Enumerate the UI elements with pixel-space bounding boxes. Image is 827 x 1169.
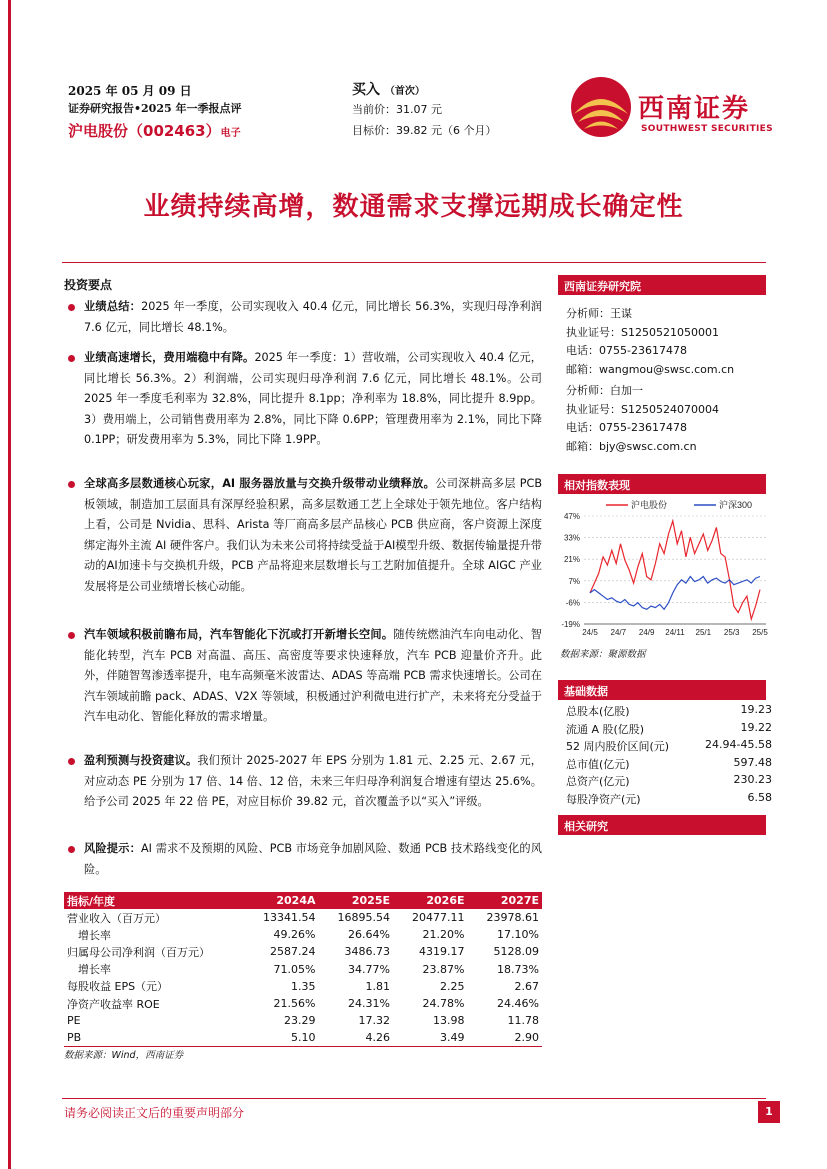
paragraph-head: 汽车领域积极前瞻布局，汽车智能化下沉或打开新增长空间。 <box>84 628 394 641</box>
row-label: 每股收益 EPS（元） <box>67 980 169 994</box>
table-cell: 2587.24 <box>270 945 316 959</box>
basic-data-value: 24.94-45.58 <box>705 738 772 751</box>
basic-data-row <box>566 756 772 774</box>
x-tick-label: 25/1 <box>695 628 712 637</box>
analyst-name: 分析师：王谋 <box>566 307 632 320</box>
relative-performance-chart <box>558 496 770 642</box>
sector-label: 电子 <box>220 128 241 139</box>
basic-data-value: 19.22 <box>740 720 772 734</box>
basic-data-row <box>566 721 772 739</box>
table-cell: 71.05% <box>273 962 316 976</box>
report-type: 证券研究报告•2025 年一季报点评 <box>68 102 242 115</box>
paragraph-datacom <box>84 474 542 598</box>
table-cell: 23.29 <box>284 1014 316 1028</box>
paragraph-auto <box>84 625 542 728</box>
y-tick-label: -19% <box>561 620 580 629</box>
table-cell: 20477.11 <box>412 911 465 925</box>
analyst-email[interactable]: 邮箱：wangmou@swsc.com.cn <box>566 362 735 376</box>
section-heading: 投资要点 <box>64 278 113 292</box>
bullet-icon <box>68 758 75 765</box>
basic-data-label: 52 周内股价区间(元) <box>566 740 670 753</box>
table-header-cell: 2025E <box>319 892 394 909</box>
basic-data-label: 总市值(亿元) <box>566 757 630 771</box>
paragraph-body: 我们预计 2025-2027 年 EPS 分别为 1.81 元、2.25 元、2.67 元，对应动态 PE 分别为 17 倍、14 倍、12 倍，未来三年归母净利润复合增速有望达 25.6%。给予公司 2025 年 22 倍 PE，对应目标价 39.82 元，首次覆盖予以“买入”评级。 <box>84 754 542 809</box>
logo-cn-text: 西南证券 <box>638 94 751 124</box>
table-header-cell: 2027E <box>468 892 543 909</box>
table-cell: 21.20% <box>422 928 465 942</box>
analyst-cert: 执业证号：S1250521050001 <box>566 325 719 339</box>
basic-data-row <box>566 791 772 809</box>
table-header-cell: 指标/年度 <box>64 892 244 909</box>
analyst-email[interactable]: 邮箱：bjy@swsc.com.cn <box>566 439 697 453</box>
y-tick-label: 47% <box>563 512 580 521</box>
logo-en-text: SOUTHWEST SECURITIES <box>641 124 773 134</box>
table-cell: 17.10% <box>497 928 539 942</box>
rating-value: 买入 <box>352 82 380 98</box>
paragraph-forecast <box>84 751 542 813</box>
basic-data-value: 230.23 <box>733 773 772 786</box>
left-edge-rule <box>8 0 11 1169</box>
table-cell: 1.81 <box>365 979 390 993</box>
row-label: 净资产收益率 ROE <box>67 997 160 1011</box>
table-cell: 16895.54 <box>337 911 390 925</box>
legend-label: 沪电股份 <box>631 500 668 510</box>
table-row <box>64 1029 542 1046</box>
bullet-icon <box>68 846 75 853</box>
table-cell: 21.56% <box>273 997 316 1011</box>
table-row <box>64 909 542 926</box>
y-tick-label: 7% <box>568 576 580 586</box>
paragraph-summary <box>84 297 542 338</box>
table-row <box>64 961 542 978</box>
table-row <box>64 926 542 943</box>
x-tick-label: 25/3 <box>723 628 740 637</box>
paragraph-body: 2025 年一季度，公司实现收入 40.4 亿元，同比增长 56.3%，实现归母净利润 7.6 亿元，同比增长 48.1%。 <box>84 300 542 334</box>
paragraph-head: 业绩总结： <box>84 300 142 313</box>
table-source: 数据来源：Wind，西南证券 <box>64 1050 184 1061</box>
table-cell: 17.32 <box>358 1014 390 1028</box>
table-row <box>64 995 542 1012</box>
basic-data-header: 基础数据 <box>558 680 766 700</box>
analyst-name: 分析师：白加一 <box>566 384 643 397</box>
paragraph-body: AI 需求不及预期的风险、PCB 市场竞争加剧风险、数通 PCB 技术路线变化的风险。 <box>84 842 542 876</box>
chart-source: 数据来源：聚源数据 <box>560 649 646 660</box>
table-header-cell: 2024A <box>244 892 319 909</box>
chart-header: 相对指数表现 <box>558 474 766 494</box>
stock-name-text: 沪电股份（002463） <box>68 122 221 140</box>
basic-data-value: 6.58 <box>747 790 772 804</box>
x-tick-label: 24/7 <box>610 628 627 637</box>
basic-data-label: 总资产(亿元) <box>566 775 630 788</box>
footer-divider <box>62 1098 766 1099</box>
basic-data-row <box>566 738 772 756</box>
series-line <box>590 577 760 610</box>
page-number: 1 <box>758 1101 780 1123</box>
analyst-block-1 <box>566 305 734 379</box>
table-cell: 2.25 <box>440 979 465 993</box>
basic-data-value: 19.23 <box>740 703 772 716</box>
paragraph-head: 全球高多层数通核心玩家，AI 服务器放量与交换升级带动业绩释放。 <box>84 477 436 490</box>
table-row <box>64 978 542 995</box>
company-logo <box>568 74 778 142</box>
row-label: PE <box>67 1014 81 1028</box>
table-cell: 26.64% <box>348 928 390 942</box>
table-cell: 2.90 <box>468 1029 543 1046</box>
table-row <box>64 1012 542 1029</box>
bullet-icon <box>68 481 75 488</box>
table-cell: 24.46% <box>497 997 539 1011</box>
legend-label: 沪深300 <box>719 500 753 510</box>
report-date: 2025 年 05 月 09 日 <box>68 84 192 98</box>
row-label: 营业收入（百万元） <box>67 911 166 925</box>
paragraph-growth <box>84 348 542 451</box>
bullet-icon <box>68 632 75 639</box>
bullet-icon <box>68 355 75 362</box>
table-header-row <box>64 892 542 909</box>
table-cell: 1.35 <box>291 979 316 993</box>
basic-data-label: 总股本(亿股) <box>566 705 630 718</box>
table-cell: 18.73% <box>497 962 539 976</box>
table-row <box>64 943 542 960</box>
rating-note: （首次） <box>384 86 425 97</box>
table-cell: 4319.17 <box>419 945 465 959</box>
x-tick-label: 24/5 <box>582 628 598 637</box>
paragraph-head: 盈利预测与投资建议。 <box>84 754 198 767</box>
table-header-cell: 2026E <box>393 892 468 909</box>
paragraph-head: 风险提示： <box>84 842 142 855</box>
table-cell: 2.67 <box>514 979 539 993</box>
analyst-block-2 <box>566 382 719 456</box>
paragraph-body: 公司深耕高多层 PCB 板领域，制造加工层面具有深厚经验积累，高多层数通工艺上全球处于领先地位。客户结构上看，公司是 Nvidia、思科、Arista 等厂商高多层产品核心 PCB 供应商，客户资源上深度绑定海外主流 AI 硬件客户。我们认为未来公司将持续受益于AI模型升级、数据传输量提升带动的AI加速卡与交换机升级，PCB 产品将迎来层数增长与工艺附加值提升。全球 AIGC 产业发展将是公司业绩增长核心动能。 <box>84 477 543 593</box>
basic-data-label: 每股净资产(元) <box>566 792 641 806</box>
bullet-icon <box>68 304 75 311</box>
target-price: 目标价：39.82 元（6 个月） <box>352 124 497 137</box>
paragraph-body: 随传统燃油汽车向电动化、智能化转型，汽车 PCB 对高温、高压、高密度等要求快速释放，汽车 PCB 迎量价齐升。此外，伴随智驾渗透率提升，电车高频毫米波雷达、ADAS 等高端 PCB 需求快速增长。公司在汽车领域前瞻 pack、ADAS、V2X 等领域，积极通过沪利微电进行扩产，未来将充分受益于汽车电动化、智能化释放的需求增量。 <box>84 628 542 724</box>
footer-disclaimer: 请务必阅读正文后的重要声明部分 <box>64 1106 245 1120</box>
y-tick-label: -6% <box>565 598 580 608</box>
basic-data-value: 597.48 <box>733 755 772 769</box>
rating <box>352 79 425 99</box>
stock-name <box>68 120 241 141</box>
table-cell: 3.49 <box>393 1029 468 1046</box>
row-label: 增长率 <box>78 963 111 977</box>
table-cell: 3486.73 <box>344 945 390 959</box>
table-cell: 34.77% <box>348 962 390 976</box>
table-cell: 5128.09 <box>493 945 539 959</box>
row-label: 增长率 <box>78 928 111 942</box>
analyst-phone: 电话：0755-23617478 <box>566 421 687 434</box>
table-cell: 4.26 <box>319 1029 394 1046</box>
table-cell: 11.78 <box>507 1014 539 1028</box>
financial-forecast-table <box>64 892 542 1047</box>
table-cell: 24.31% <box>348 997 390 1011</box>
basic-data-row <box>566 773 772 791</box>
related-research-header: 相关研究 <box>558 815 766 835</box>
paragraph-head: 业绩高速增长，费用端稳中有降。 <box>84 351 255 364</box>
x-tick-label: 25/5 <box>752 628 768 637</box>
paragraph-risk <box>84 839 542 880</box>
current-price: 当前价：31.07 元 <box>352 103 442 116</box>
table-cell: 13.98 <box>433 1014 465 1028</box>
logo-mark-icon <box>568 74 634 140</box>
row-label: 归属母公司净利润（百万元） <box>67 945 210 959</box>
table-cell: 24.78% <box>422 997 465 1011</box>
table-cell: 49.26% <box>273 928 316 942</box>
title-divider <box>62 262 766 263</box>
report-title: 业绩持续高增，数通需求支撑远期成长确定性 <box>143 192 684 222</box>
analyst-cert: 执业证号：S1250524070004 <box>566 402 719 416</box>
y-tick-label: 33% <box>563 533 580 543</box>
analyst-phone: 电话：0755-23617478 <box>566 344 687 357</box>
table-cell: 5.10 <box>244 1029 319 1046</box>
paragraph-body: 2025 年一季度：1）营收端，公司实现收入 40.4 亿元，同比增长 56.3%。2）利润端，公司实现归母净利润 7.6 亿元，同比增长 48.1%。公司 2025 年一季度毛利率为 32.8%，同比提升 8.1pp；净利率为 18.8%，同比提升 8.9pp。3）费用端上，公司销售费用率为 2.8%，同比下降 0.6PP；管理费用率为 2.1%，同比下降 0.1PP；研发费用率为 5.3%，同比下降 1.9PP。 <box>84 351 542 447</box>
table-cell: 23.87% <box>422 962 465 976</box>
table-cell: 13341.54 <box>263 911 316 925</box>
institute-header: 西南证券研究院 <box>558 275 766 295</box>
basic-data-label: 流通 A 股(亿股) <box>566 722 645 736</box>
basic-data-row <box>566 703 772 721</box>
table-cell: 23978.61 <box>486 911 539 925</box>
x-tick-label: 24/9 <box>638 628 655 637</box>
x-tick-label: 24/11 <box>665 628 685 637</box>
row-label: PB <box>64 1029 244 1046</box>
y-tick-label: 21% <box>563 555 580 565</box>
series-line <box>590 521 760 619</box>
